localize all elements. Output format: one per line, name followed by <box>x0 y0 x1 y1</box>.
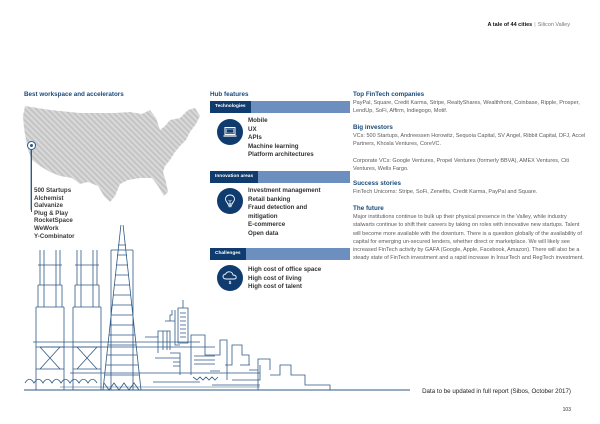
san-francisco-skyline-illustration <box>0 225 420 400</box>
fintech-companies-text: PayPal, Square, Credit Karma, Stripe, RealtyShares, Wealthfront, Coinbase, Ripple, Prosper, LendUp, SoFi, Affirm, Indiegogo, Motif. <box>353 100 580 115</box>
challenge-item: High cost of living <box>248 274 302 282</box>
challenge-item: High cost of talent <box>248 283 302 291</box>
technology-item: APIs <box>248 134 262 142</box>
city-name: Silicon Valley <box>537 22 570 28</box>
future-title: The future <box>353 205 384 212</box>
corporate-vcs-text: Corporate VCs: Google Ventures, Propel Ventures (formerly BBVA), AMEX Ventures, Citi Ventures, Wells Fargo. <box>353 157 570 172</box>
technology-item: Machine learning <box>248 142 299 150</box>
accelerator-item: Plug & Play <box>34 209 69 217</box>
fintech-companies-title: Top FinTech companies <box>353 91 425 98</box>
lightbulb-icon <box>217 188 243 214</box>
challenges-label: Challenges <box>210 248 246 260</box>
bridge-tower-left <box>36 250 64 390</box>
innovation-bar <box>210 171 350 183</box>
page-number: 103 <box>562 407 571 413</box>
innovation-item: E-commerce <box>248 221 286 229</box>
innovation-label: Innovation areas <box>210 171 258 183</box>
hub-features-title: Hub features <box>210 91 249 98</box>
location-pin-icon <box>27 141 36 150</box>
accelerator-item: Y-Combinator <box>34 232 75 240</box>
accelerator-item: 500 Startups <box>34 187 72 194</box>
svg-text:$: $ <box>228 280 232 285</box>
accelerator-item: Alchemist <box>34 194 64 202</box>
technology-item: Platform architectures <box>248 151 314 159</box>
success-stories-text: FinTech Unicorns: Stripe, SoFi, Zenefits, Credit Karma, PayPal and Square. <box>353 189 538 195</box>
innovation-item: mitigation <box>248 212 278 220</box>
accelerator-item: Galvanize <box>34 202 63 210</box>
city-buildings <box>33 300 330 390</box>
footer-note: Data to be updated in full report (Sibos, October 2017) <box>422 388 571 395</box>
success-stories-section <box>353 180 588 196</box>
challenge-item: High cost of office space <box>248 266 322 273</box>
accelerator-item: RocketSpace <box>34 217 73 225</box>
running-header <box>488 22 570 28</box>
workspace-title: Best workspace and accelerators <box>24 91 124 98</box>
investors-section <box>353 124 588 173</box>
success-stories-title: Success stories <box>353 180 401 187</box>
innovation-item: Investment management <box>248 187 321 194</box>
innovation-item: Retail banking <box>248 195 291 203</box>
header-separator: | <box>534 22 536 28</box>
bridge-tower-right <box>73 250 101 390</box>
innovation-item: Open data <box>248 229 279 237</box>
pin-leader-line <box>31 150 32 212</box>
investors-text: VCs: 500 Startups, Andreessen Horowitz, Sequoia Capital, SV Angel, Ribbit Capital, DFJ, Accel Partners, Khosla Ventures, CoreVC. <box>353 133 586 148</box>
future-text: Major institutions continue to bulk up their physical presence in the Valley, while industry stalwarts continue to shift their careers by taking on roles with innovative new startups. Talent will become more available with the downturn. There is a question globally of the availability of capital for emerging un-secured lenders, whether direct or marketplace. We will likely see increased FinTech activity by GAFA (Google, Apple, Facebook, Amazon). There will also be a steady state of FinTech investment and a rapid increase in InsurTech and RegTech investment. <box>353 214 584 262</box>
report-title: A tale of 44 cities <box>487 22 533 28</box>
technologies-list <box>248 117 314 160</box>
accelerator-item: WeWork <box>34 224 59 232</box>
innovation-item: Fraud detection and <box>248 204 308 212</box>
technologies-bar <box>210 101 350 113</box>
investors-title: Big investors <box>353 124 393 131</box>
fintech-companies-section <box>353 91 588 116</box>
laptop-icon <box>217 119 243 145</box>
technology-item: Mobile <box>248 117 268 124</box>
transamerica-pyramid <box>103 225 141 390</box>
technology-item: UX <box>248 125 257 133</box>
technologies-label: Technologies <box>210 101 251 113</box>
